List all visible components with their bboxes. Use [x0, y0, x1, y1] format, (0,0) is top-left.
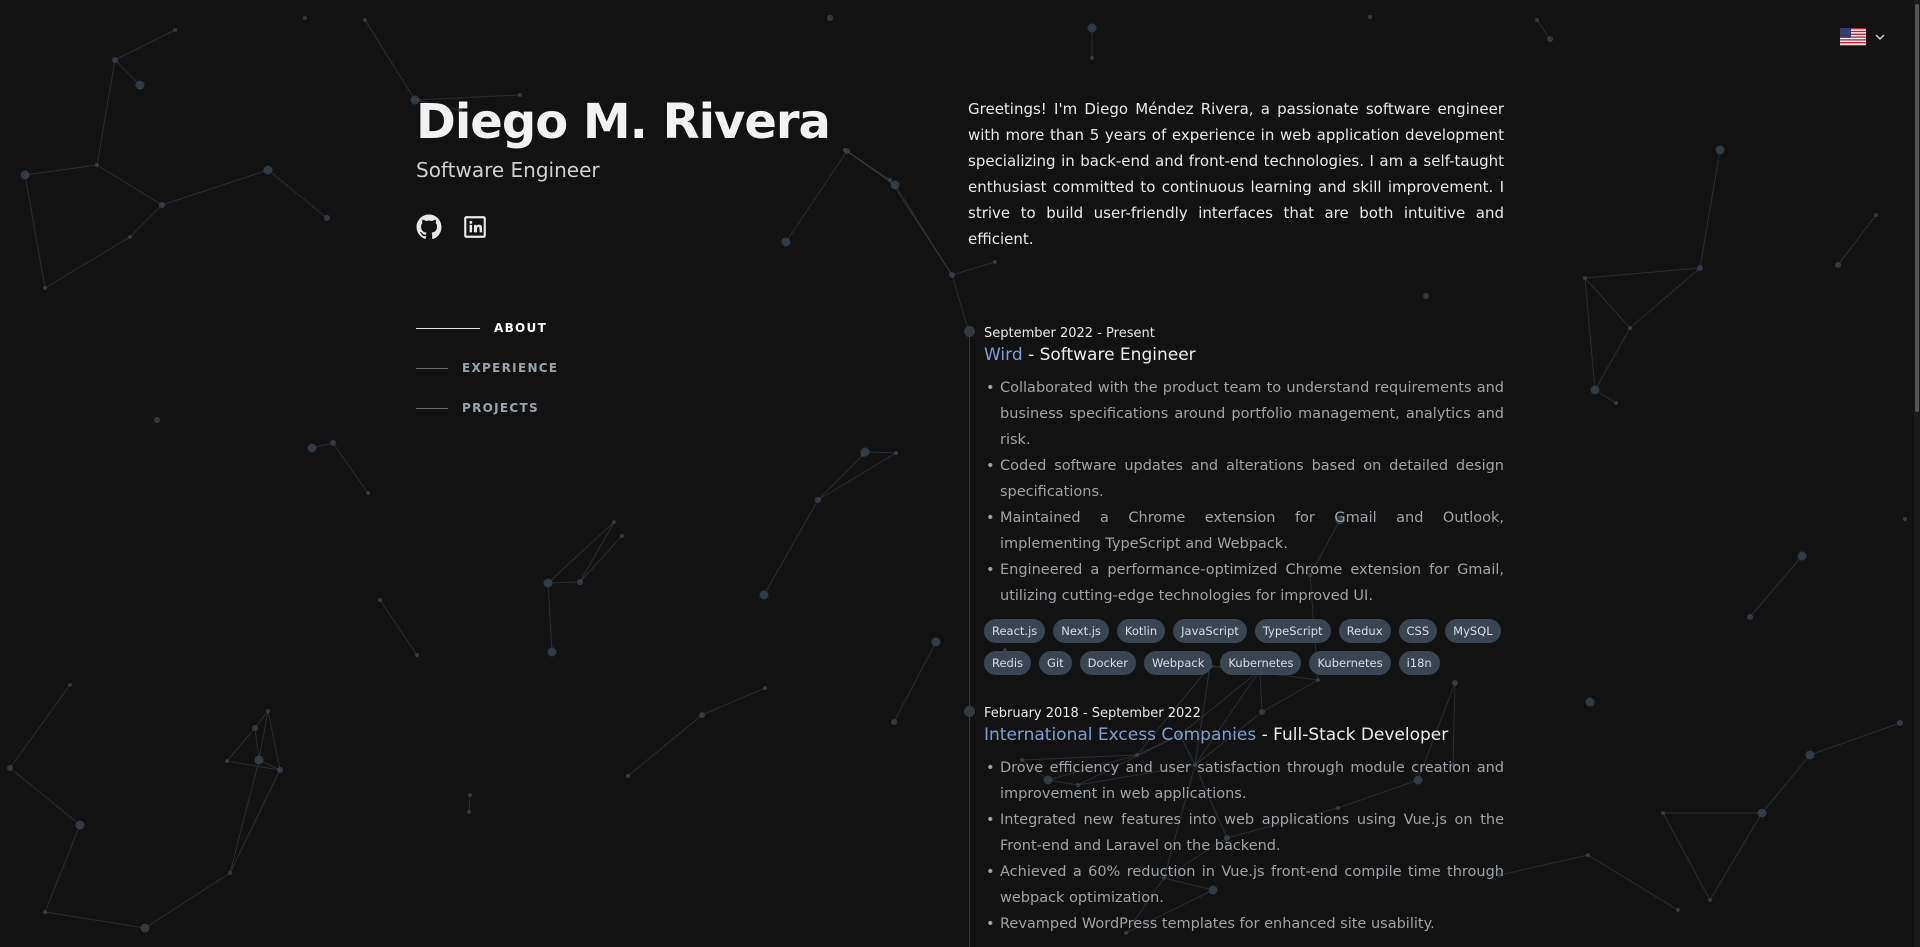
tech-tag: Webpack: [1144, 651, 1212, 675]
tech-tag: Kotlin: [1117, 619, 1165, 643]
page-title: Diego M. Rivera: [416, 94, 830, 150]
nav-label: PROJECTS: [462, 401, 539, 415]
tech-tag: TypeScript: [1255, 619, 1331, 643]
us-flag-icon: [1840, 28, 1866, 46]
job-role: Software Engineer: [416, 158, 600, 182]
nav-label: ABOUT: [494, 321, 548, 335]
nav-label: EXPERIENCE: [462, 361, 559, 375]
tech-tag: Kubernetes: [1309, 651, 1390, 675]
company-link[interactable]: Wird: [984, 345, 1023, 365]
tech-tag: Kubernetes: [1220, 651, 1301, 675]
tech-tag: Redis: [984, 651, 1031, 675]
list-item: • Integrated new features into web applications using Vue.js on the Front-end and Laravel on the backend.: [984, 807, 1504, 859]
tech-tag: Next.js: [1053, 619, 1109, 643]
tech-tags: [984, 619, 1504, 675]
tech-tag: i18n: [1399, 651, 1440, 675]
section-nav: [416, 316, 558, 436]
title-separator: -: [1022, 345, 1040, 365]
tech-tag: CSS: [1399, 619, 1438, 643]
chevron-down-icon: [1874, 31, 1886, 43]
linkedin-icon[interactable]: [462, 214, 488, 240]
list-item: • Drove efficiency and user satisfaction through module creation and improvement in web applications.: [984, 755, 1504, 807]
list-item: • Engineered a performance-optimized Chrome extension for Gmail, utilizing cutting-edge technologies for improved UI.: [984, 557, 1504, 609]
github-icon[interactable]: [416, 214, 442, 240]
tech-tag: Redux: [1339, 619, 1391, 643]
timeline-dot: [964, 706, 975, 717]
timeline-dot: [964, 326, 975, 337]
job-heading: [984, 345, 1504, 365]
title-separator: -: [1256, 725, 1274, 745]
tech-tag: JavaScript: [1173, 619, 1247, 643]
job-heading: [984, 725, 1504, 745]
nav-item-experience[interactable]: [416, 356, 558, 380]
experience-item: [984, 706, 1504, 937]
job-date: September 2022 - Present: [984, 326, 1155, 341]
nav-item-projects[interactable]: [416, 396, 558, 420]
experience-item: [984, 326, 1504, 675]
list-item: • Achieved a 60% reduction in Vue.js front-end compile time through webpack optimization.: [984, 859, 1504, 911]
list-item: • Revamped WordPress templates for enhanced site usability.: [984, 911, 1504, 937]
nav-indicator: [416, 328, 480, 329]
tech-tag: React.js: [984, 619, 1045, 643]
job-bullets: [984, 755, 1504, 937]
scrollbar[interactable]: [1914, 0, 1920, 947]
about-text: Greetings! I'm Diego Méndez Rivera, a passionate software engineer with more than 5 years of experience in web application development specializing in back-end and front-end technologies. I am a self-taught enthusiast committed to continuous learning and skill improvement. I strive to build user-friendly interfaces that are both intuitive and efficient.: [968, 100, 1504, 248]
company-link[interactable]: International Excess Companies: [984, 725, 1257, 745]
tech-tag: Docker: [1080, 651, 1136, 675]
list-item: • Coded software updates and alterations based on detailed design specifications.: [984, 453, 1504, 505]
social-links: [416, 214, 488, 240]
nav-indicator: [416, 368, 448, 369]
tech-tag: Git: [1039, 651, 1072, 675]
nav-item-about[interactable]: [416, 316, 558, 340]
job-bullets: [984, 375, 1504, 609]
scrollbar-thumb[interactable]: [1915, 4, 1919, 412]
list-item: • Maintained a Chrome extension for Gmail and Outlook, implementing TypeScript and Webpack.: [984, 505, 1504, 557]
language-selector[interactable]: [1840, 28, 1886, 46]
timeline-line: [969, 330, 970, 947]
job-date: February 2018 - September 2022: [984, 706, 1201, 721]
list-item: • Collaborated with the product team to understand requirements and business specifications around portfolio management, analytics and risk.: [984, 375, 1504, 453]
nav-indicator: [416, 408, 448, 409]
job-title: Full-Stack Developer: [1273, 725, 1449, 745]
job-title: Software Engineer: [1039, 345, 1196, 365]
tech-tag: MySQL: [1445, 619, 1501, 643]
